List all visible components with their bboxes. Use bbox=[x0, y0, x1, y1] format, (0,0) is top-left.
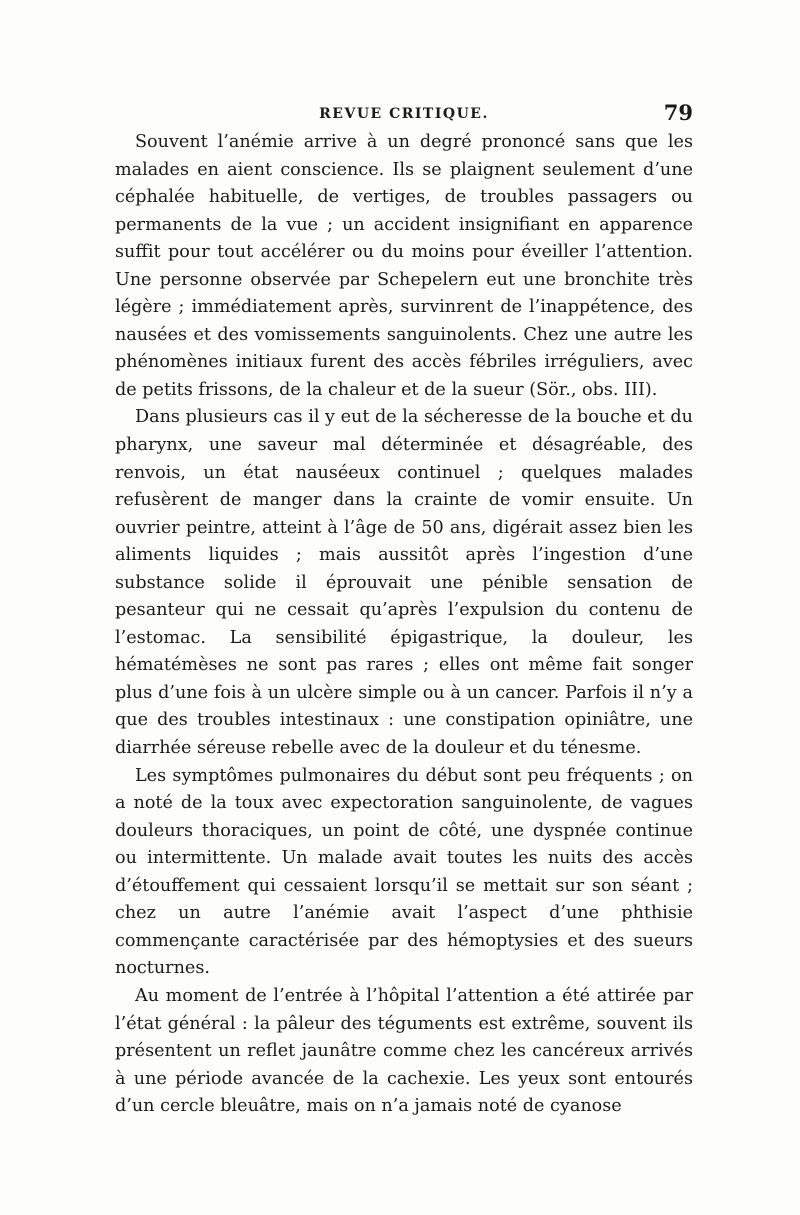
paragraph: Dans plusieurs cas il y eut de la sécheresse de la bouche et du pharynx, une saveur mal déterminée et désagréable, des renvois, un état nauséeux continuel ; quelques malades refusèrent de manger dans la crainte de vomir ensuite. Un ouvrier peintre, atteint à l’âge de 50 ans, digérait assez bien les aliments liquides ; mais aussitôt après l’ingestion d’une substance solide il éprouvait une pénible sensation de pesanteur qui ne cessait qu’après l’expulsion du contenu de l’estomac. La sensibilité épigastrique, la douleur, les hématémèses ne sont pas rares ; elles ont même fait songer plus d’une fois à un ulcère simple ou à un cancer. Parfois il n’y a que des troubles intestinaux : une constipation opiniâtre, une diarrhée séreuse rebelle avec de la douleur et du ténesme. bbox=[115, 407, 693, 759]
page-header bbox=[115, 100, 693, 130]
running-title: REVUE CRITIQUE. bbox=[319, 106, 489, 122]
page-number: 79 bbox=[663, 100, 693, 125]
paragraph: Les symptômes pulmonaires du début sont peu fréquents ; on a noté de la toux avec expectoration sanguinolente, de vagues douleurs thoraciques, un point de côté, une dyspnée continue ou intermittente. Un malade avait toutes les nuits des accès d’étouffement qui cessaient lorsqu’il se mettait sur son séant ; chez un autre l’anémie avait l’aspect d’une phthisie commençante caractérisée par des hémoptysies et des sueurs nocturnes. bbox=[115, 765, 693, 979]
body-text bbox=[115, 129, 693, 1121]
paragraph: Au moment de l’entrée à l’hôpital l’attention a été attirée par l’état général : la pâleur des téguments est extrême, souvent ils présentent un reflet jaunâtre comme chez les cancéreux arrivés à une période avancée de la cachexie. Les yeux sont entourés d’un cercle bleuâtre, mais on n’a jamais noté de cyanose bbox=[115, 985, 693, 1117]
paragraph: Souvent l’anémie arrive à un degré prononcé sans que les malades en aient conscience. Ils se plaignent seulement d’une céphalée habituelle, de vertiges, de troubles passagers ou permanents de la vue ; un accident insignifiant en apparence suffit pour tout accélérer ou du moins pour éveiller l’attention. Une personne observée par Schepelern eut une bronchite très légère ; immédiatement après, survinrent de l’inappétence, des nausées et des vomissements sanguinolents. Chez une autre les phénomènes initiaux furent des accès fébriles irréguliers, avec de petits frissons, de la chaleur et de la sueur (Sör., obs. III). bbox=[115, 132, 693, 400]
